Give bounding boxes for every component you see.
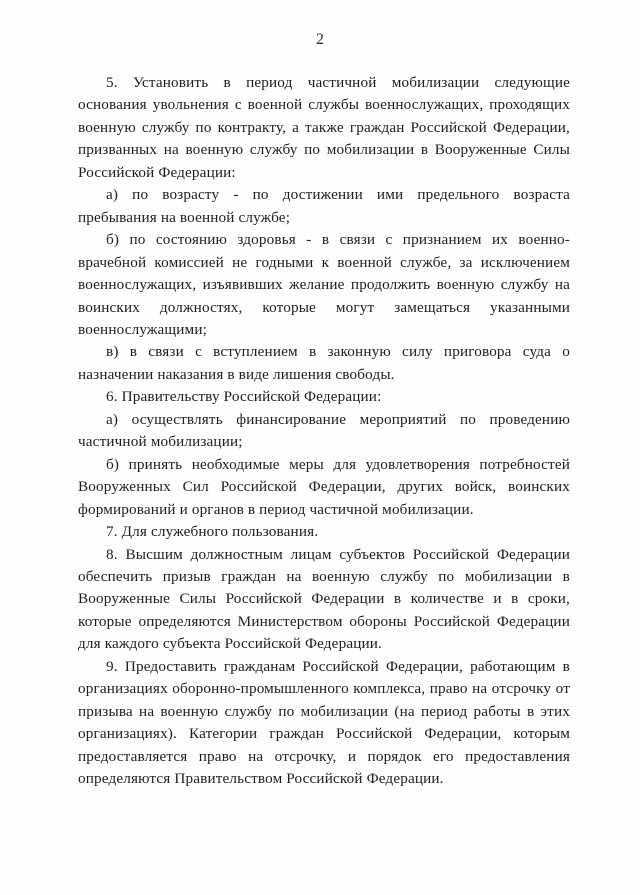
paragraph-item-5: 5. Установить в период частичной мобилизации следующие основания увольнения с военной службы военнослужащих, проходящих военную службу по контракту, а также граждан Российской Федерации, призванных на военную службу по мобилизации в Вооруженные Силы Российской Федерации: (78, 74, 570, 181)
paragraph-item-6a: а) осуществлять финансирование мероприятий по проведению частичной мобилизации; (78, 410, 570, 451)
paragraph-item-6: 6. Правительству Российской Федерации: (106, 388, 382, 406)
paragraph-item-5b: б) по состоянию здоровья - в связи с признанием их военно-врачебной комиссией не годными к военной службе, за исключением военнослужащих, изъявивших желание продолжить военную службу на воинских должностях, которые могут замещаться указанными военнослужащими; (78, 231, 570, 338)
paragraph-item-5v: в) в связи с вступлением в законную силу приговора суда о назначении наказания в виде лишения свободы. (78, 343, 570, 383)
page-number: 2 (316, 31, 324, 48)
document-body (78, 72, 570, 791)
paragraph-item-8: 8. Высшим должностным лицам субъектов Российской Федерации обеспечить призыв граждан на военную службу по мобилизации в Вооруженные Силы Российской Федерации в количестве и в сроки, которые определяются Министерством обороны Российской Федерации для каждого субъекта Российской Федерации. (78, 545, 570, 653)
paragraph-item-6b: б) принять необходимые меры для удовлетворения потребностей Вооруженных Сил Российской Федерации, других войск, воинских формирований и органов в период частичной мобилизации. (78, 455, 570, 518)
paragraph-item-5a: а) по возрасту - по достижении ими предельного возраста пребывания на военной службе; (78, 186, 570, 226)
paragraph-item-9: 9. Предоставить гражданам Российской Федерации, работающим в организациях оборонно-промышленного комплекса, право на отсрочку от призыва на военную службу по мобилизации (на период работы в этих организациях). Категории граждан Российской Федерации, которым предоставляется право на отсрочку, и порядок его предоставления определяются Правительством Российской Федерации. (78, 657, 570, 788)
paragraph-item-7: 7. Для служебного пользования. (106, 523, 319, 541)
